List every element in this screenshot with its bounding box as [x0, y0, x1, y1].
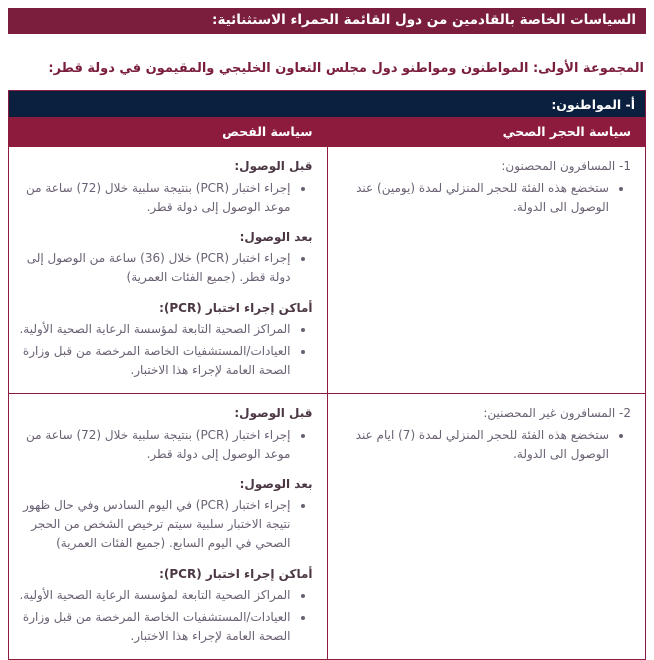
table-section-row: [9, 91, 646, 118]
quarantine-heading: 2- المسافرون غير المحصنين:: [483, 406, 631, 421]
group-title: المجموعة الأولى: المواطنون ومواطنو دول مجلس التعاون الخليجي والمقيمون في دولة قطر:: [48, 60, 644, 76]
bullet-item: • إجراء اختبار (PCR) بنتيجة سلبية خلال (72) ساعة من موعد الوصول إلى دولة قطر.: [19, 426, 291, 464]
table-row-vaccinated: [9, 147, 646, 394]
testing-section-before-arrival: [19, 404, 313, 464]
table-row-unvaccinated: [9, 394, 646, 660]
banner-title: السياسات الخاصة بالقادمين من دول القائمة الحمراء الاستثنائية:: [8, 8, 646, 34]
section-heading: أماكن إجراء اختبار (PCR):: [159, 300, 313, 315]
cell-testing-vaccinated: [9, 147, 328, 394]
section-heading: قبل الوصول:: [234, 159, 313, 174]
section-bullets: [19, 179, 313, 217]
col-header-quarantine: سياسة الحجر الصحي: [327, 118, 646, 147]
table-section-header: أ- المواطنون:: [9, 91, 646, 118]
bullet-item: • ستخضع هذه الفئة للحجر المنزلي لمدة (7) ايام عند الوصول الى الدولة.: [338, 426, 610, 464]
section-heading: بعد الوصول:: [239, 476, 313, 491]
bullet-item: • المراكز الصحية التابعة لمؤسسة الرعاية الصحية الأولية.: [19, 320, 291, 339]
bullet-item: • العيادات/المستشفيات الخاصة المرخصة من قبل وزارة الصحة العامة لإجراء هذا الاختبار.: [19, 608, 291, 646]
cell-testing-unvaccinated: [9, 394, 328, 660]
bullet-item: • العيادات/المستشفيات الخاصة المرخصة من قبل وزارة الصحة العامة لإجراء هذا الاختبار.: [19, 342, 291, 380]
testing-section-pcr-locations: [19, 565, 313, 647]
cell-quarantine-unvaccinated: [327, 394, 646, 660]
bullet-item: • إجراء اختبار (PCR) في اليوم السادس وفي حال ظهور نتيجة الاختبار سلبية سيتم ترخيص الشخص من الحجر الصحي في اليوم السابع. (جميع الفئات العمرية): [19, 496, 291, 554]
section-bullets: [19, 496, 313, 554]
column-header-row: [9, 118, 646, 147]
cell-quarantine-vaccinated: [327, 147, 646, 394]
bullet-item: • المراكز الصحية التابعة لمؤسسة الرعاية الصحية الأولية.: [19, 586, 291, 605]
col-header-testing: سياسة الفحص: [9, 118, 328, 147]
section-heading: بعد الوصول:: [239, 230, 313, 244]
testing-section-before-arrival: [19, 157, 313, 217]
quarantine-heading: 1- المسافرون المحصنون:: [501, 159, 631, 174]
section-bullets: [19, 426, 313, 464]
section-heading: قبل الوصول:: [234, 406, 313, 421]
bullet-item: • ستخضع هذه الفئة للحجر المنزلي لمدة (يومين) عند الوصول الى الدولة.: [338, 179, 610, 217]
bullet-item: • إجراء اختبار (PCR) خلال (36) ساعة من الوصول إلى دولة قطر. (جميع الفئات العمرية): [19, 249, 291, 287]
section-bullets: [19, 586, 313, 647]
testing-section-after-arrival: [19, 228, 313, 288]
policies-table: [8, 90, 646, 660]
quarantine-bullets: [338, 179, 632, 217]
section-bullets: [19, 249, 313, 287]
quarantine-bullets: [338, 426, 632, 464]
testing-section-after-arrival: [19, 475, 313, 554]
section-heading: أماكن إجراء اختبار (PCR):: [159, 566, 313, 581]
testing-section-pcr-locations: [19, 299, 313, 381]
section-bullets: [19, 320, 313, 381]
bullet-item: • إجراء اختبار (PCR) بنتيجة سلبية خلال (72) ساعة من موعد الوصول إلى دولة قطر.: [19, 179, 291, 217]
